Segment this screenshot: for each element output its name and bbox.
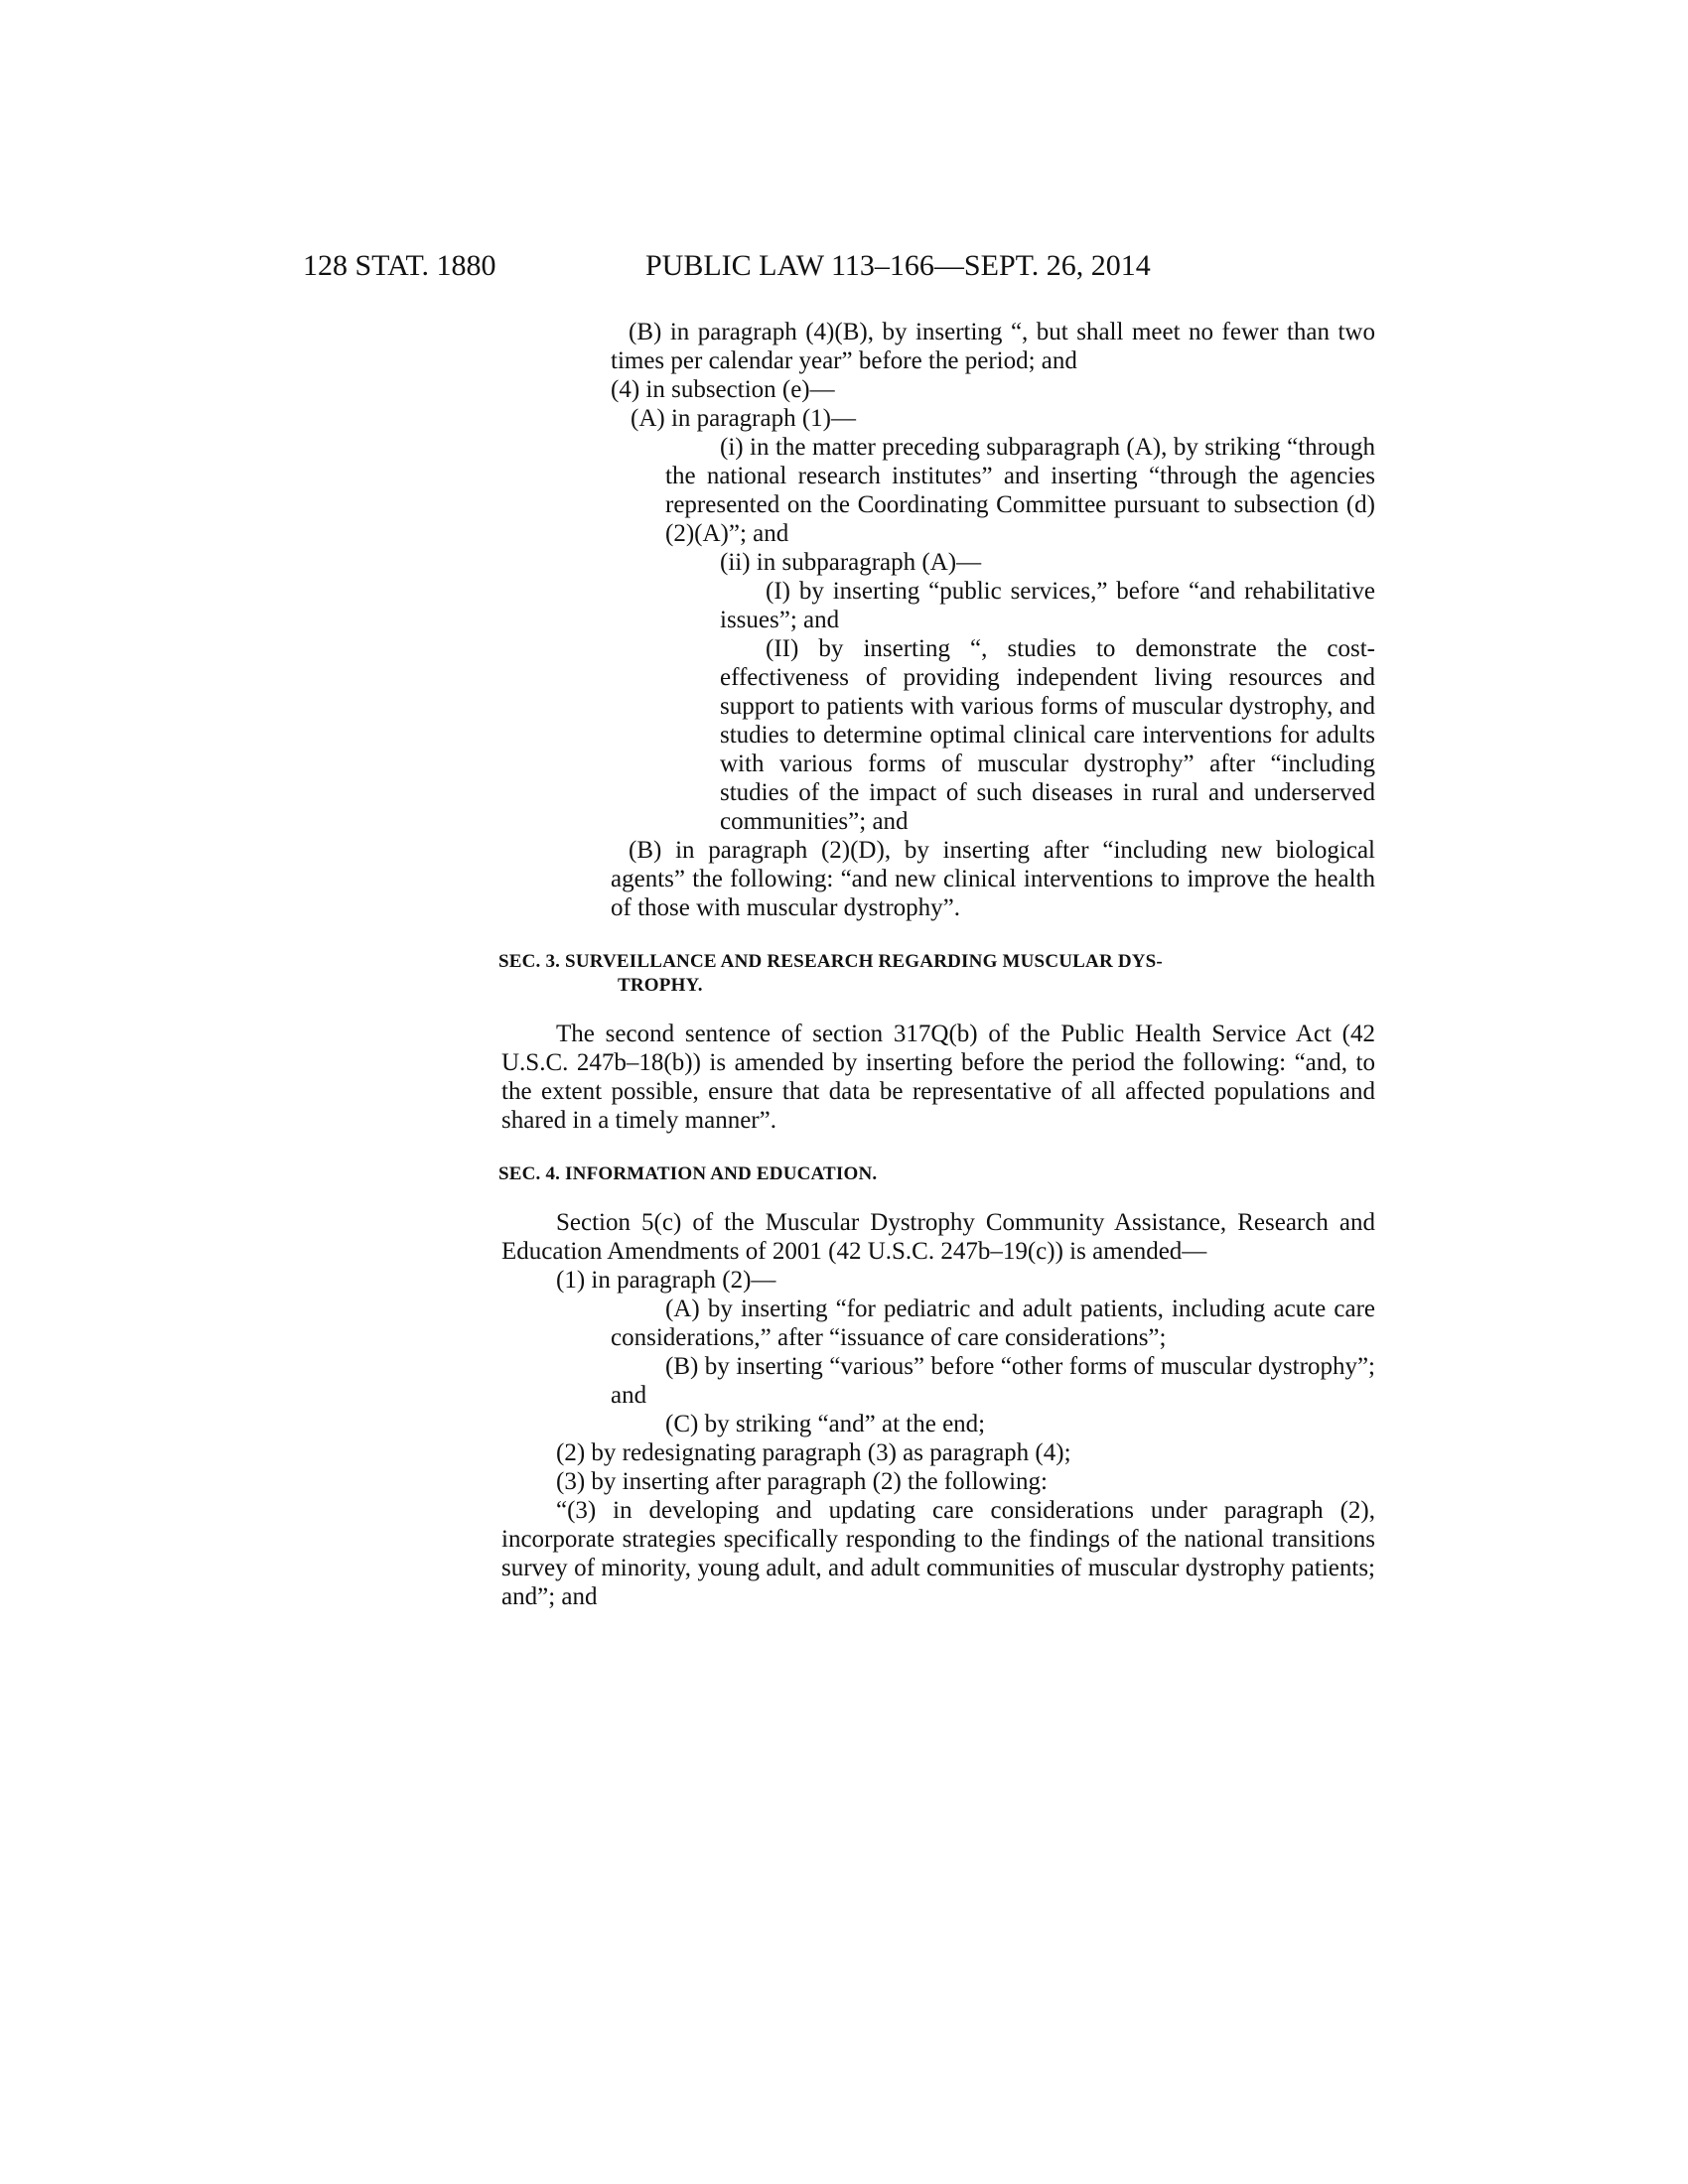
clause-i: (i) in the matter preceding subparagraph (A), by striking “through the national research institutes” and inserting “through the agencies represented on the Coordinating Committee pursuant to subsection (d)(2)(A)”; and xyxy=(665,434,1375,547)
subclause-II: (II) by inserting “, studies to demonstrate the cost-effectiveness of providing independent living resources and support to patients with various forms of muscular dystrophy, and studies to determine optimal clinical care interventions for adults with various forms of muscular dystrophy” after “including studies of the impact of such diseases in rural and underserved communities”; and xyxy=(720,635,1375,835)
subclause-I: (I) by inserting “public services,” before “and rehabilitative issues”; and xyxy=(720,578,1375,633)
statute-citation: 128 STAT. 1880 xyxy=(303,249,496,282)
list-item-1: (1) in paragraph (2)— xyxy=(556,1267,776,1294)
list-item-3: (3) by inserting after paragraph (2) the following: xyxy=(556,1468,1048,1495)
list-item-1c: (C) by striking “and” at the end; xyxy=(665,1411,986,1437)
list-item-2: (2) by redesignating paragraph (3) as paragraph (4); xyxy=(556,1439,1071,1466)
page-header-title: PUBLIC LAW 113–166—SEPT. 26, 2014 xyxy=(645,249,1151,282)
paragraph-4-subsection-e: (4) in subsection (e)— xyxy=(611,376,835,403)
section-3-heading-line2: TROPHY. xyxy=(618,975,703,996)
paragraph-b-4b: (B) in paragraph (4)(B), by inserting “, but shall meet no fewer than two times per calendar year” before the period; and xyxy=(611,319,1375,374)
clause-ii: (ii) in subparagraph (A)— xyxy=(720,549,982,576)
paragraph-b-2d: (B) in paragraph (2)(D), by inserting after “including new biological agents” the following: “and new clinical interventions to improve the health of those with muscular dystrophy”. xyxy=(611,837,1375,921)
section-4-intro: Section 5(c) of the Muscular Dystrophy Community Assistance, Research and Education Amendments of 2001 (42 U.S.C. 247b–19(c)) is amended— xyxy=(501,1209,1375,1265)
document-body xyxy=(0,318,1688,1611)
list-item-1b: (B) by inserting “various” before “other forms of muscular dystrophy”; and xyxy=(611,1353,1375,1409)
section-3-heading xyxy=(498,950,1372,998)
section-4-heading: SEC. 4. INFORMATION AND EDUCATION. xyxy=(498,1163,878,1184)
section-3-body: The second sentence of section 317Q(b) of the Public Health Service Act (42 U.S.C. 247b–18(b)) is amended by inserting before the period the following: “and, to the extent possible, ensure that data be representative of all affected populations and shared in a timely manner”. xyxy=(501,1021,1375,1134)
section-3-heading-line1: SEC. 3. SURVEILLANCE AND RESEARCH REGARDING MUSCULAR DYS- xyxy=(498,951,1163,972)
list-item-1a: (A) by inserting “for pediatric and adult patients, including acute care considerations,” after “issuance of care considerations”; xyxy=(611,1296,1375,1351)
quoted-paragraph-3: “(3) in developing and updating care considerations under paragraph (2), incorporate strategies specifically responding to the findings of the national transitions survey of minority, young adult, and adult communities of muscular dystrophy patients; and”; and xyxy=(501,1497,1375,1610)
paragraph-a-para1: (A) in paragraph (1)— xyxy=(631,405,856,432)
